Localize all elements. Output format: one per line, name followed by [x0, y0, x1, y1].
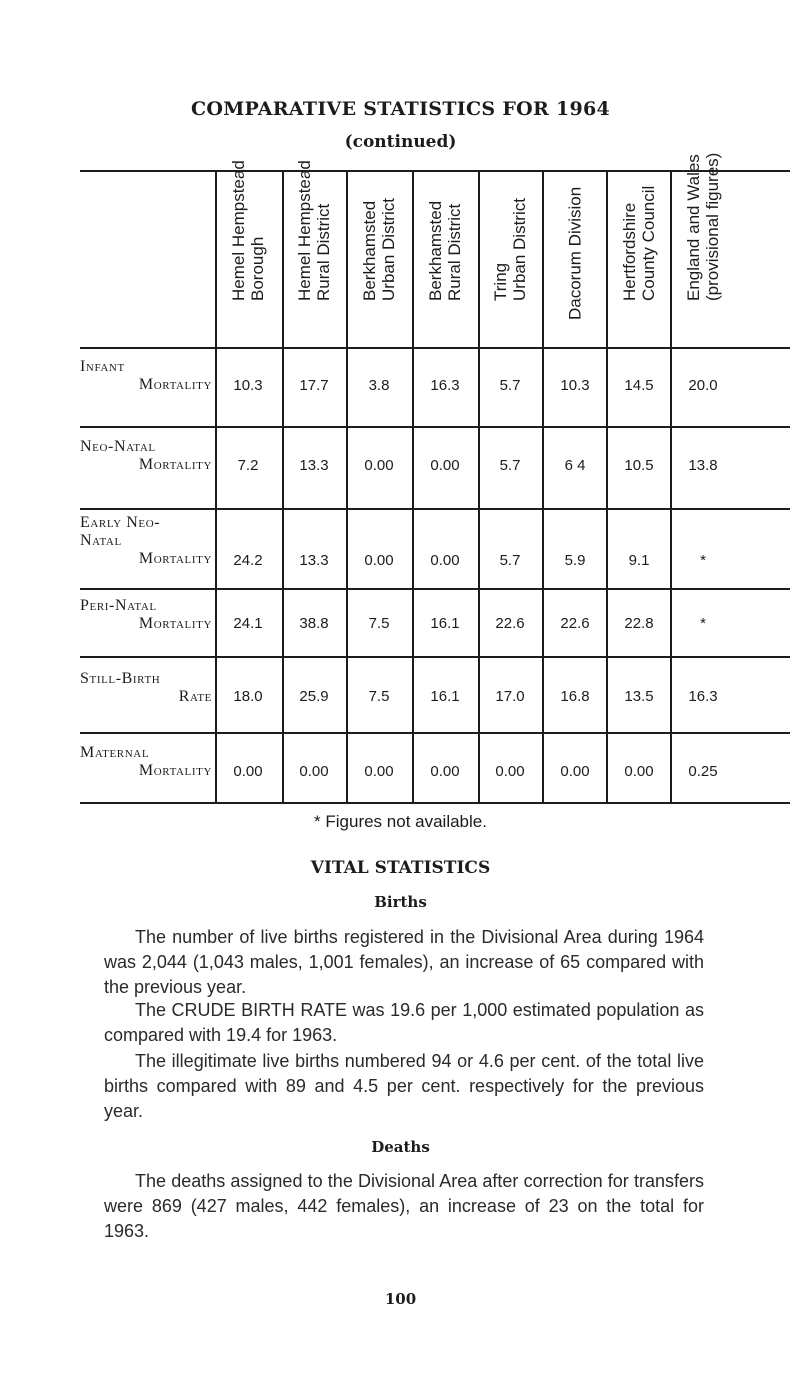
table-cell: 0.00: [364, 763, 394, 780]
table-cell: 3.8: [368, 377, 390, 394]
table-cell: 5.7: [499, 457, 521, 474]
births-paragraph-2: The CRUDE BIRTH RATE was 19.6 per 1,000 estimated population as compared with 19.4 for 1963.: [104, 1000, 704, 1045]
row-label-neo-natal-mortality: Neo-Natal Mortality: [80, 438, 212, 473]
table-cell: 25.9: [299, 688, 329, 705]
column-header: Hertfordshire County Council: [620, 185, 658, 301]
column-header: Hemel Hempstead Borough: [229, 160, 267, 301]
table-cell: 10.5: [624, 457, 654, 474]
section-heading-vital-statistics: VITAL STATISTICS: [310, 858, 491, 878]
column-header: Berkhamsted Rural District: [426, 200, 464, 301]
table-cell: 0.00: [624, 763, 654, 780]
table-cell: *: [700, 552, 706, 569]
table-cell: 16.1: [430, 688, 460, 705]
table-cell: 7.5: [368, 615, 390, 632]
table-cell: 0.00: [299, 763, 329, 780]
table-cell: 24.1: [233, 615, 263, 632]
table-cell: 0.00: [233, 763, 263, 780]
column-header: Tring Urban District: [491, 198, 529, 301]
deaths-paragraph-1: The deaths assigned to the Divisional Area after correction for transfers were 869 (427 males, 442 females), an increase of 23 on the total for 1963.: [104, 1171, 704, 1241]
row-divider: [80, 588, 790, 590]
table-cell: 0.00: [430, 457, 460, 474]
table-cell: 20.0: [688, 377, 718, 394]
table-cell: 17.0: [495, 688, 525, 705]
table-cell: 0.00: [495, 763, 525, 780]
page-number: 100: [384, 1290, 417, 1308]
table-cell: 18.0: [233, 688, 263, 705]
row-label-still-birth-rate: Still-Birth Rate: [80, 670, 212, 705]
table-cell: 16.3: [688, 688, 718, 705]
table-cell: 13.3: [299, 457, 329, 474]
table-cell: 9.1: [628, 552, 650, 569]
table-cell: 10.3: [233, 377, 263, 394]
table-cell: 14.5: [624, 377, 654, 394]
table-cell: 16.3: [430, 377, 460, 394]
table-cell: 22.6: [495, 615, 525, 632]
births-paragraph-1: The number of live births registered in the Divisional Area during 1964 was 2,044 (1,043 males, 1,001 females), an increase of 65 compared with the previous year.: [104, 927, 704, 997]
subheading-births: Births: [374, 893, 427, 911]
table-cell: 22.8: [624, 615, 654, 632]
table-cell: 24.2: [233, 552, 263, 569]
column-header: Berkhamsted Urban District: [360, 198, 398, 301]
column-rule: [215, 170, 217, 802]
table-cell: *: [700, 615, 706, 632]
column-rule: [670, 170, 672, 802]
table-cell: 16.8: [560, 688, 590, 705]
subheading-deaths: Deaths: [371, 1138, 430, 1156]
column-rule: [606, 170, 608, 802]
table-cell: 0.25: [688, 763, 718, 780]
table-cell: 17.7: [299, 377, 329, 394]
table-bottom-rule: [80, 802, 790, 804]
column-header: Dacorum Division: [565, 186, 585, 320]
table-cell: 38.8: [299, 615, 329, 632]
column-header: England and Wales (provisional figures): [684, 152, 722, 301]
row-label-early-neo-natal-mortality: Early Neo- Natal Mortality: [80, 514, 212, 567]
column-rule: [346, 170, 348, 802]
column-rule: [412, 170, 414, 802]
table-cell: 10.3: [560, 377, 590, 394]
page-title: COMPARATIVE STATISTICS FOR 1964: [190, 98, 611, 120]
table-cell: 5.7: [499, 377, 521, 394]
table-cell: 0.00: [560, 763, 590, 780]
table-cell: 6 4: [564, 457, 586, 474]
table-cell: 13.8: [688, 457, 718, 474]
header-bottom-rule: [80, 347, 790, 349]
table-cell: 0.00: [430, 552, 460, 569]
table-cell: 13.5: [624, 688, 654, 705]
table-cell: 22.6: [560, 615, 590, 632]
table-cell: 13.3: [299, 552, 329, 569]
row-label-maternal-mortality: Maternal Mortality: [80, 744, 212, 779]
page-subtitle: (continued): [344, 132, 457, 152]
table-cell: 7.5: [368, 688, 390, 705]
table-footnote: * Figures not available.: [314, 812, 487, 831]
row-divider: [80, 732, 790, 734]
table-cell: 0.00: [364, 552, 394, 569]
table-cell: 5.7: [499, 552, 521, 569]
table-cell: 16.1: [430, 615, 460, 632]
table-cell: 0.00: [430, 763, 460, 780]
row-label-peri-natal-mortality: Peri-Natal Mortality: [80, 597, 212, 632]
row-divider: [80, 656, 790, 658]
births-paragraph-3: The illegitimate live births numbered 94 or 4.6 per cent. of the total live births compared with 89 and 4.5 per cent. respectively for the previous year.: [104, 1051, 704, 1121]
row-label-infant-mortality: Infant Mortality: [80, 358, 212, 393]
table-cell: 7.2: [237, 457, 259, 474]
column-header: Hemel Hempstead Rural District: [295, 160, 333, 301]
table-cell: 0.00: [364, 457, 394, 474]
column-rule: [542, 170, 544, 802]
row-divider: [80, 426, 790, 428]
table-cell: 5.9: [564, 552, 586, 569]
row-divider: [80, 508, 790, 510]
